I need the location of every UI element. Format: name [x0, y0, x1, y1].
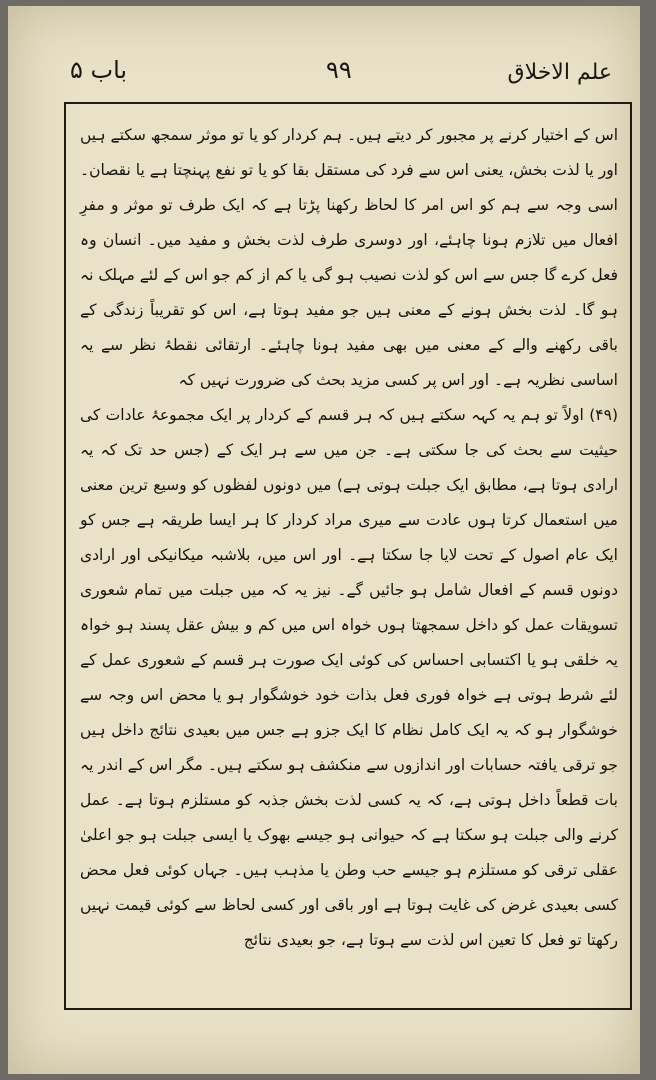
paragraph-1: اس کے اختیار کرنے پر مجبور کر دیتے ہیں۔ ہم کردار کو یا تو موثر سمجھ سکتے ہیں اور یا لذت بخش، یعنی اس سے فرد کی مستقل بقا کو یا تو نفع پہنچتا ہے یا نقصان۔ اسی وجہ سے ہم کو اس امر کا لحاظ رکھنا پڑتا ہے کہ ایک طرف تو موثر و مفرِ افعال میں تلازم ہونا چاہئے، اور دوسری طرف لذت بخش و مفید میں۔ انسان وہ فعل کرے گا جس سے اس کو لذت نصیب ہو گی یا کم از کم جو اس کے لئے مہلک نہ ہو گا۔ لذت بخش ہونے کے معنی ہیں جو مفید ہوتا ہے، اس کو تقریباً زندگی کے باقی رکھنے والے کے معنی میں بھی مفید ہونا چاہئے۔ ارتقائی نقطۂ نظر سے یہ اساسی نظریہ ہے۔ اور اس پر کسی مزید بحث کی ضرورت نہیں کہ: [80, 126, 618, 389]
chapter-label: باب ۵: [70, 56, 128, 84]
text-frame: [64, 102, 632, 1010]
running-header: [8, 54, 640, 94]
book-title: علم الاخلاق: [507, 60, 612, 85]
book-page: [8, 6, 640, 1074]
page-number: ۹۹: [326, 56, 352, 84]
paragraph-2: (۴۹) اولاً تو ہم یہ کہہ سکتے ہیں کہ ہر قسم کے کردار پر ایک مجموعۂ عادات کی حیثیت سے بحث کی جا سکتی ہے۔ جن میں سے ہر ایک کے (جس حد تک کہ یہ ارادی ہوتا ہے، مطابق ایک جبلت ہوتی ہے) میں دونوں لفظوں کو وسیع ترین معنی میں استعمال کرتا ہوں عادت سے میری مراد کردار کا ہر ایسا طریقہ ہے جس کو ایک عام اصول کے تحت لایا جا سکتا ہے۔ اور اس میں، بلاشبہ میکانیکی اور ارادی دونوں قسم کے افعال شامل ہو جائیں گے۔ نیز یہ کہ میں جبلت میں تمام شعوری تسویقات عمل کو داخل سمجھتا ہوں خواہ اس میں کم و بیش عقل پسند ہو خواہ یہ خلقی ہو یا اکتسابی احساس کی کوئی ایک صورت ہر قسم کے شعوری عمل کے لئے شرط ہوتی ہے خواہ فوری فعل بذات خود خوشگوار ہو یا محض اس وجہ سے خوشگوار ہو کہ یہ ایک کامل نظام کا ایک جزو ہے جس میں بعیدی نتائج داخل ہیں جو ترقی یافتہ حسابات اور اندازوں سے منکشف ہو سکتے ہیں۔ مگر اس کے اندر یہ بات قطعاً داخل ہوتی ہے، کہ یہ کسی لذت بخش جذبہ کو مستلزم ہوتا ہے۔ عمل کرنے والی جبلت ہو سکتا ہے کہ حیوانی ہو جیسے بھوک یا ایسی جبلت ہو جو اعلیٰ عقلی ترقی کو مستلزم ہو جیسے حب وطن یا مذہب ہیں۔ جہاں کوئی فعل محض کسی بعیدی غرض کی غایت ہوتا ہے اور باقی اور کسی لحاظ سے کوئی قیمت نہیں رکھتا تو فعل کا تعین اس لذت سے ہوتا ہے، جو بعیدی نتائج: [80, 406, 618, 949]
body-text: [80, 118, 618, 958]
